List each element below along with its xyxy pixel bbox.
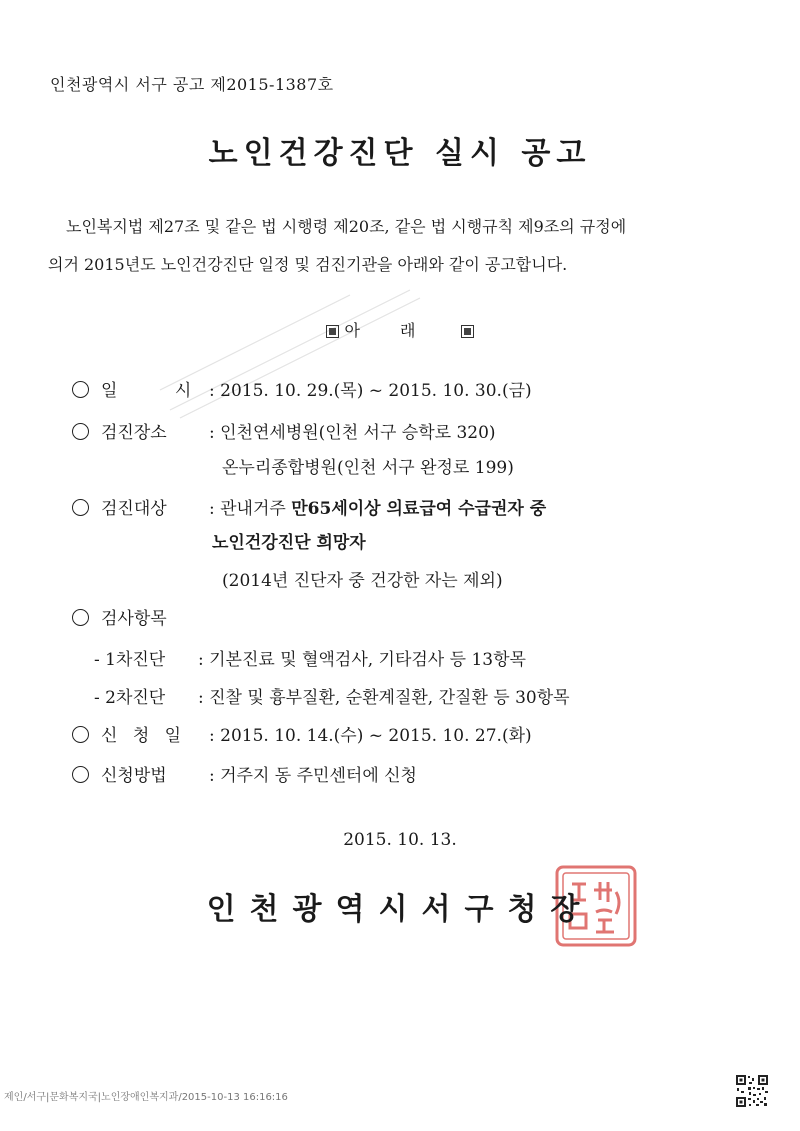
item-label: 신청방법 <box>101 766 167 786</box>
item-apply-method <box>72 761 417 786</box>
section-marker <box>0 318 800 341</box>
circle-bullet-icon <box>72 423 89 440</box>
item-value: : 거주지 동 주민센터에 신청 <box>209 766 417 786</box>
item-exam-second <box>94 683 570 708</box>
section-marker-word: 아래 <box>344 321 456 340</box>
issue-date: 2015. 10. 13. <box>343 830 457 850</box>
item-value-bold: 만65세이상 의료급여 수급권자 중 <box>291 499 547 519</box>
intro-line-1: 노인복지법 제27조 및 같은 법 시행령 제20조, 같은 법 시행규칙 제9조의 규정에 <box>66 217 627 236</box>
item-exam-first <box>94 645 526 670</box>
item-target <box>72 494 546 519</box>
issuer-name: 인천광역시서구청장 <box>206 892 594 927</box>
circle-bullet-icon <box>72 766 89 783</box>
item-label: 신 청 일 <box>101 726 187 746</box>
square-bullet-icon <box>326 325 339 338</box>
exam-first-label: - 1차진단 <box>94 650 166 670</box>
exam-second-label: - 2차진단 <box>94 688 166 708</box>
intro-line-2: 의거 2015년도 노인건강진단 일정 및 검진기관을 아래와 같이 공고합니다. <box>48 255 568 274</box>
exam-first-value: : 기본진료 및 혈액검사, 기타검사 등 13항목 <box>198 650 526 670</box>
circle-bullet-icon <box>72 381 89 398</box>
item-exam-items <box>72 604 167 629</box>
item-location-line-2: 온누리종합병원(인천 서구 완정로 199) <box>222 458 514 478</box>
item-target-line-2: 노인건강진단 희망자 <box>212 533 366 553</box>
footer-stamp: 제인/서구|문화복지국|노인장애인복지과/2015-10-13 16:16:16 <box>4 1092 288 1103</box>
item-value: : 2015. 10. 14.(수) ~ 2015. 10. 27.(화) <box>209 726 532 746</box>
item-value: : 2015. 10. 29.(목) ~ 2015. 10. 30.(금) <box>209 381 532 401</box>
qr-code-icon <box>735 1074 769 1108</box>
notice-number: 인천광역시 서구 공고 제2015-1387호 <box>50 75 334 94</box>
circle-bullet-icon <box>72 609 89 626</box>
item-label: 검진장소 <box>101 423 167 443</box>
item-label: 검진대상 <box>101 499 167 519</box>
item-value-prefix: : 관내거주 <box>209 499 292 519</box>
circle-bullet-icon <box>72 499 89 516</box>
item-label: 일 시 <box>101 381 218 401</box>
page-title: 노인건강진단 실시 공고 <box>208 136 592 171</box>
item-target-note: (2014년 진단자 중 건강한 자는 제외) <box>222 571 503 591</box>
item-label: 검사항목 <box>101 609 167 629</box>
item-location <box>72 418 496 443</box>
intro-paragraph <box>48 208 753 284</box>
item-apply-period <box>72 721 532 746</box>
square-bullet-icon <box>461 325 474 338</box>
circle-bullet-icon <box>72 726 89 743</box>
item-date-period <box>72 376 532 401</box>
item-value: : 인천연세병원(인천 서구 승학로 320) <box>209 423 496 443</box>
exam-second-value: : 진찰 및 흉부질환, 순환계질환, 간질환 등 30항목 <box>198 688 570 708</box>
